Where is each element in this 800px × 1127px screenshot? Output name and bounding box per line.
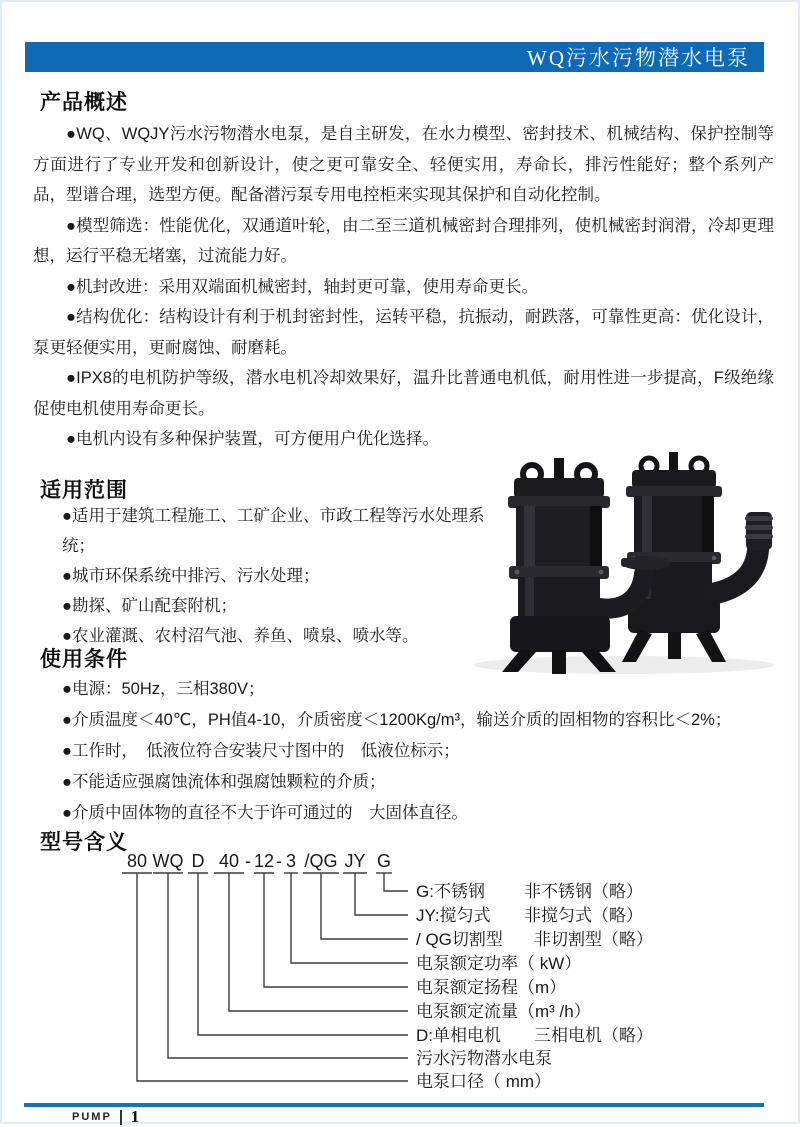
- bullet-item: ●农业灌溉、农村沼气池、养鱼、喷泉、喷水等。: [62, 627, 419, 645]
- overview-paragraph: ●模型筛选：性能优化，双通道叶轮，由二至三道机械密封合理排列，使机械密封润滑，冷却更理想，运行平稳无堵塞，过流能力好。: [33, 216, 774, 265]
- bullet-item: ●工作时， 低液位符合安装尺寸图中的 低液位标示；: [62, 742, 460, 760]
- model-code-diagram: [60, 846, 750, 1096]
- bullet-item: ●介质中固体物的直径不大于许可通过的 大固体直径。: [62, 804, 468, 822]
- diagram-label: G:不锈钢 非不锈钢（略）: [416, 882, 643, 901]
- section-heading-model: 型号含义: [40, 831, 128, 854]
- section-heading-overview: 产品概述: [40, 91, 128, 114]
- model-token: /QG: [304, 851, 338, 871]
- pump-product-photo: [464, 444, 784, 679]
- overview-paragraphs: [33, 119, 774, 455]
- bullet-item: ●适用于建筑工程施工、工矿企业、市政工程等污水处理系统；: [62, 507, 485, 555]
- section-heading-application: 适用范围: [40, 479, 128, 502]
- model-token: G: [376, 851, 392, 871]
- model-token-dash: -: [276, 851, 282, 871]
- model-token: JY: [344, 851, 366, 871]
- diagram-label: JY:搅匀式 非搅匀式（略）: [416, 906, 643, 925]
- model-token: D: [191, 851, 205, 871]
- footer-separator: [120, 1110, 122, 1125]
- diagram-label: 电泵口径（ mm）: [416, 1072, 552, 1091]
- model-token: WQ: [152, 851, 184, 871]
- conditions-list: [62, 674, 774, 829]
- diagram-label: D:单相电机 三相电机（略）: [416, 1026, 653, 1045]
- overview-paragraph: ●机封改进：采用双端面机械密封，轴封更可靠，使用寿命更长。: [66, 277, 538, 296]
- model-token: 3: [285, 851, 297, 871]
- diagram-label: 电泵额定功率（ kW）: [416, 954, 582, 973]
- bullet-item: ●勘探、矿山配套附机；: [62, 597, 237, 615]
- overview-paragraph: ●结构优化：结构设计有利于机封密封性，运转平稳，抗振动，耐跌落，可靠性更高：优化设计，泵更轻便实用，更耐腐蚀、耐磨耗。: [33, 308, 774, 357]
- diagram-label: 污水污物潜水电泵: [416, 1049, 552, 1068]
- bullet-item: ●城市环保系统中排污、污水处理；: [62, 567, 320, 585]
- page-title: WQ污水污物潜水电泵: [527, 46, 750, 70]
- overview-paragraph: ●电机内设有多种保护装置，可方便用户优化选择。: [66, 430, 439, 448]
- overview-paragraph: ●IPX8的电机防护等级，潜水电机冷却效果好，温升比普通电机低，耐用性进一步提高，F级绝缘促使电机使用寿命更长。: [33, 369, 774, 418]
- diagram-label: / QG切割型 非切割型（略）: [416, 930, 653, 949]
- header-bar: [25, 42, 764, 72]
- brand-pump: PUMP: [72, 1111, 112, 1123]
- diagram-label: 电泵额定扬程（m）: [416, 978, 567, 997]
- model-token-dash: -: [245, 851, 251, 871]
- overview-paragraph: ●WQ、WQJY污水污物潜水电泵，是自主研发，在水力模型、密封技术、机械结构、保护控制等方面进行了专业开发和创新设计，使之更可靠安全、轻便实用，寿命长，排污性能好；整个系列产品，型谱合理，选型方便。配备潜污泵专用电控柜来实现其保护和自动化控制。: [33, 125, 774, 204]
- model-token: 12: [253, 851, 275, 871]
- model-token: 80: [126, 851, 148, 871]
- application-list: [62, 501, 492, 651]
- model-token: 40: [218, 851, 240, 871]
- bullet-item: ●不能适应强腐蚀流体和强腐蚀颗粒的介质；: [62, 773, 386, 791]
- section-heading-conditions: 使用条件: [40, 648, 128, 671]
- diagram-label: 电泵额定流量（m³ /h）: [416, 1002, 591, 1021]
- bullet-item: ●电源：50Hz，三相380V；: [62, 680, 265, 698]
- page-number: 1: [130, 1107, 140, 1126]
- bullet-item: ●介质温度＜40℃，PH值4-10，介质密度＜1200Kg/m³，输送介质的固相物的容积比＜2%；: [62, 711, 732, 729]
- footer: [72, 1108, 139, 1126]
